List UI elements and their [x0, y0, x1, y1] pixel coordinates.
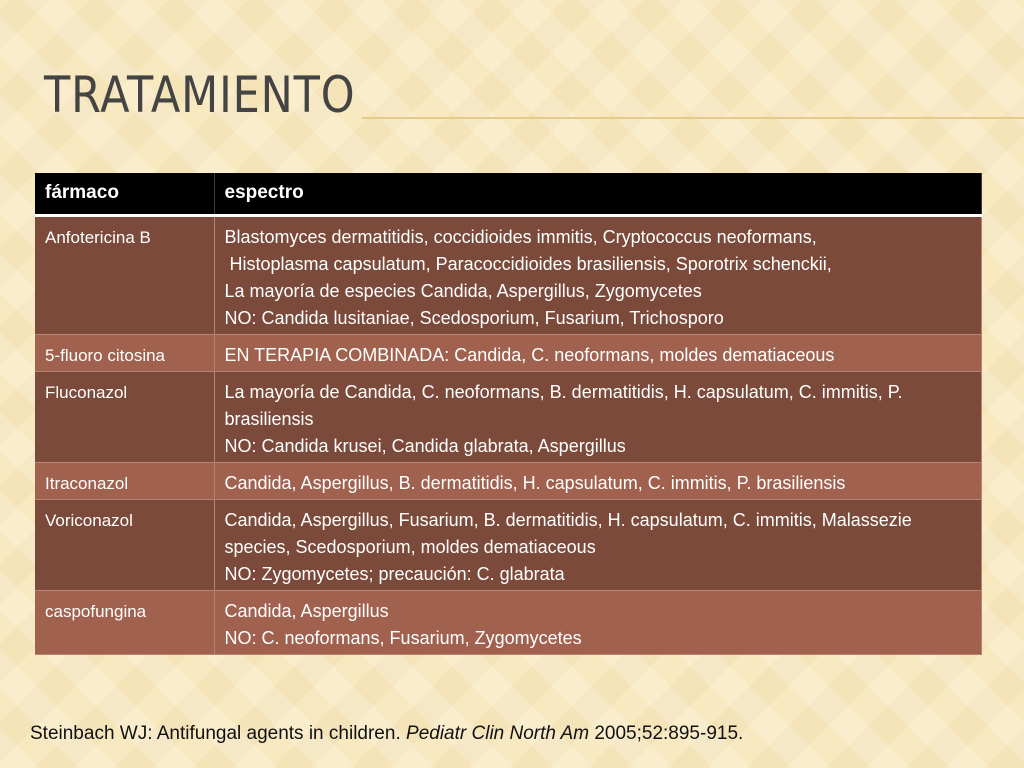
title-divider — [362, 117, 1024, 119]
drug-name: Anfotericina B — [35, 215, 214, 334]
spectrum-line: Candida, Aspergillus — [224, 600, 389, 621]
spectrum-line: NO: C. neoformans, Fusarium, Zygomycetes — [224, 627, 582, 648]
drug-name: 5-fluoro citosina — [35, 334, 214, 371]
spectrum-cell — [214, 371, 981, 462]
spectrum-cell — [214, 215, 981, 334]
antifungal-table — [35, 173, 982, 655]
spectrum-line: La mayoría de especies Candida, Aspergillus, Zygomycetes — [224, 280, 702, 301]
slide-title: TRATAMIENTO — [44, 66, 356, 124]
spectrum-cell — [214, 462, 981, 499]
drug-name: Voriconazol — [35, 499, 214, 590]
spectrum-line: Blastomyces dermatitidis, coccidioides immitis, Cryptococcus neoformans, — [224, 226, 817, 247]
spectrum-cell — [214, 334, 981, 371]
spectrum-cell — [214, 499, 981, 590]
spectrum-line: EN TERAPIA COMBINADA: Candida, C. neoformans, moldes dematiaceous — [224, 344, 835, 365]
header-drug: fármaco — [35, 173, 214, 215]
table-row — [35, 371, 981, 462]
spectrum-line: NO: Zygomycetes; precaución: C. glabrata — [224, 563, 565, 584]
table-row — [35, 590, 981, 654]
citation-details: 2005;52:895-915. — [589, 723, 744, 744]
citation-journal: Pediatr Clin North Am — [406, 723, 590, 744]
table-row — [35, 499, 981, 590]
table-header-row — [35, 173, 981, 215]
spectrum-line: Histoplasma capsulatum, Paracoccidioides brasiliensis, Sporotrix schenckii, — [224, 253, 832, 274]
drug-name: caspofungina — [35, 590, 214, 654]
header-spectrum: espectro — [214, 173, 981, 215]
drug-name: Fluconazol — [35, 371, 214, 462]
drug-name: Itraconazol — [35, 462, 214, 499]
citation — [30, 723, 743, 745]
spectrum-line: NO: Candida lusitaniae, Scedosporium, Fusarium, Trichosporo — [224, 307, 724, 328]
table-row — [35, 462, 981, 499]
table-row — [35, 215, 981, 334]
spectrum-cell — [214, 590, 981, 654]
spectrum-line: NO: Candida krusei, Candida glabrata, Aspergillus — [224, 435, 626, 456]
spectrum-line: Candida, Aspergillus, B. dermatitidis, H. capsulatum, C. immitis, P. brasiliensis — [224, 472, 846, 493]
spectrum-line: La mayoría de Candida, C. neoformans, B. dermatitidis, H. capsulatum, C. immitis, P. brasiliensis — [224, 381, 908, 429]
citation-authors: Steinbach WJ: Antifungal agents in children. — [30, 723, 407, 744]
table-row — [35, 334, 981, 371]
spectrum-line: Candida, Aspergillus, Fusarium, B. dermatitidis, H. capsulatum, C. immitis, Malassezie species, Scedosporium, moldes dematiaceous — [224, 509, 917, 557]
